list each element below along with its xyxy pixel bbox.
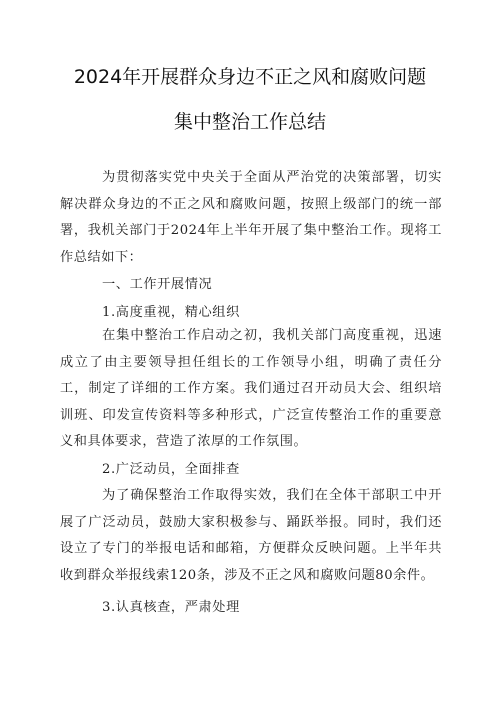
item-heading-3: 3.认真核查，严肃处理 [102, 600, 240, 615]
item-heading-1: 1.高度重视，精心组织 [102, 305, 240, 320]
item-body-2: 为了确保整治工作取得实效，我们在全体干部职工中开展了广泛动员，鼓励大家积极参与、踊跃举报。同时，我们还设立了专门的举报电话和邮箱，方便群众反映问题。上半年共收到群众举报线索120条，涉及不正之风和腐败问题80余件。 [60, 488, 442, 583]
document-title-line-1: 2024年开展群众身边不正之风和腐败问题 [73, 66, 427, 88]
section-heading-1: 一、工作开展情况 [102, 277, 213, 292]
item-body-1: 在集中整治工作启动之初，我机关部门高度重视，迅速成立了由主要领导担任组长的工作领导小组，明确了责任分工，制定了详细的工作方案。我们通过召开动员大会、组织培训班、印发宣传资料等多种形式，广泛宣传整治工作的重要意义和具体要求，营造了浓厚的工作氛围。 [60, 328, 442, 449]
document-title-line-2: 集中整治工作总结 [173, 111, 326, 133]
item-heading-2: 2.广泛动员，全面排查 [102, 462, 240, 477]
intro-paragraph: 为贯彻落实党中央关于全面从严治党的决策部署，切实解决群众身边的不正之风和腐败问题，按照上级部门的统一部署，我机关部门于2024年上半年开展了集中整治工作。现将工作总结如下： [60, 170, 442, 265]
